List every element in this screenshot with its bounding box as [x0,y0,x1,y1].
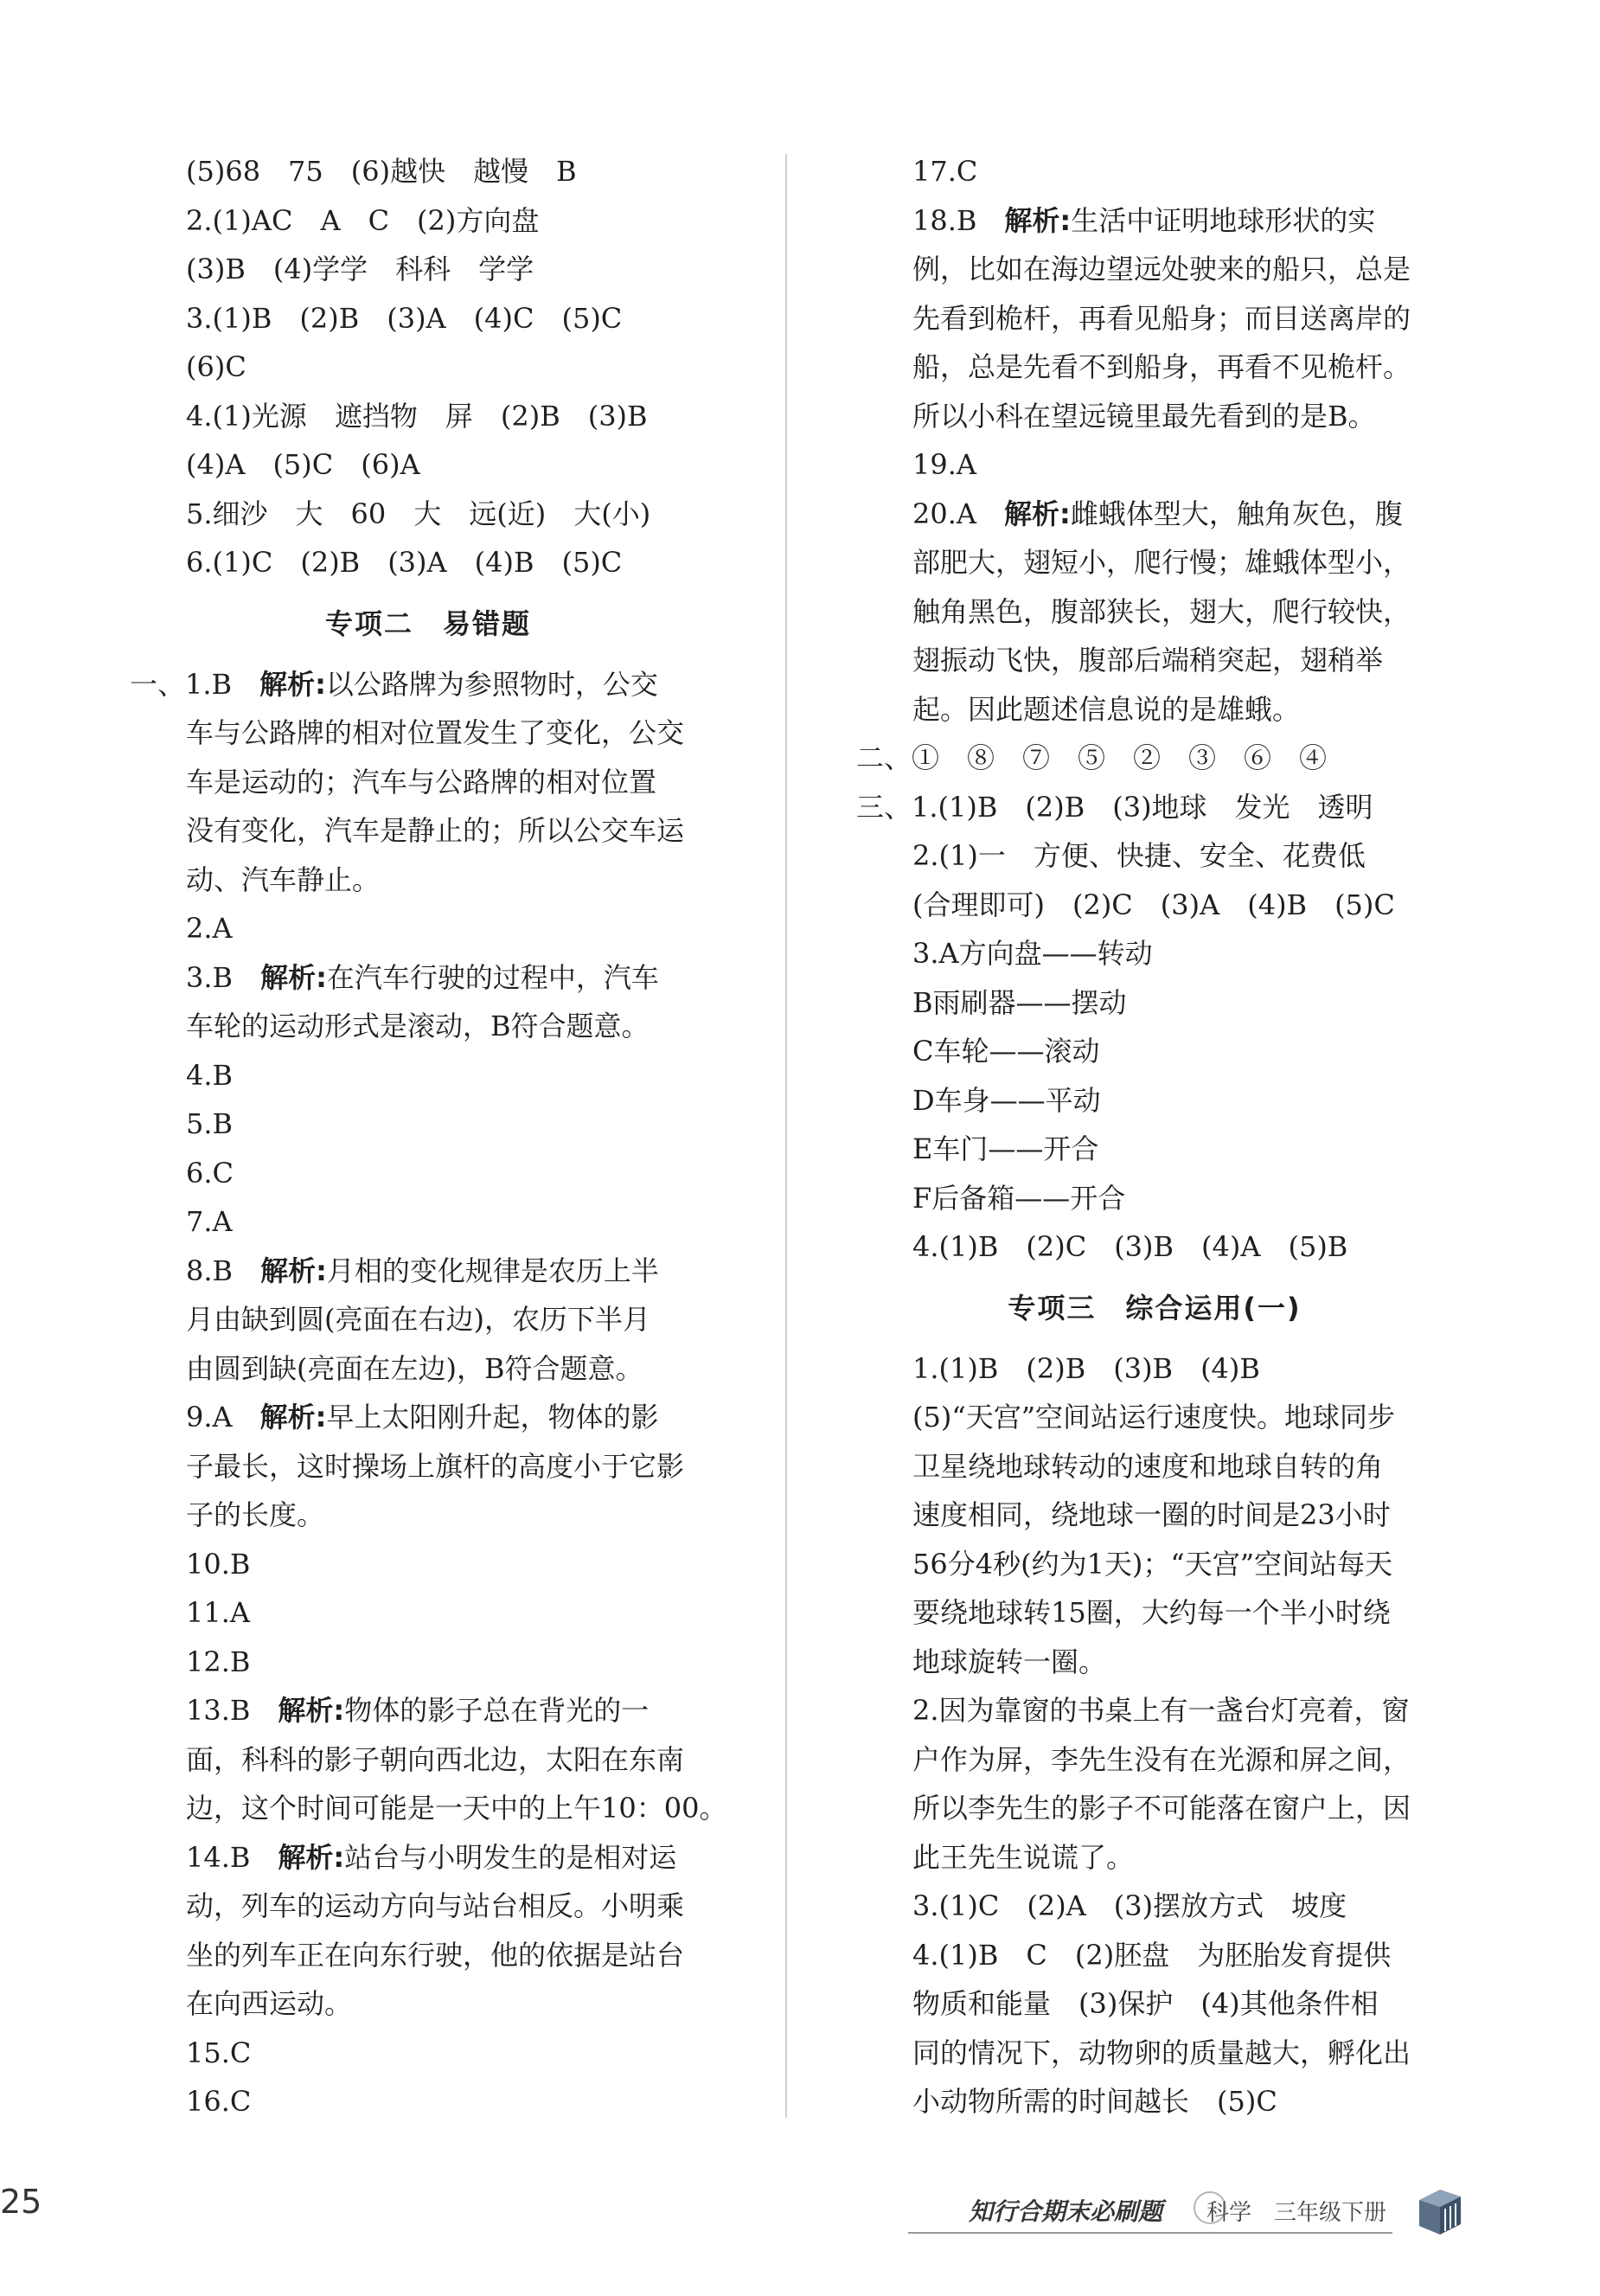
answer-q1 [130,660,726,709]
analysis-label: 解析: [278,1840,345,1874]
right-column [856,147,1453,2126]
answer-q10: 10.B [186,1547,251,1581]
answer-line: 要绕地球转15圈，大约每一个半小时绕 [912,1596,1391,1629]
analysis-text: 早上太阳刚升起，物体的影 [326,1401,659,1433]
footer [908,2184,1496,2245]
answer-q16: 16.C [186,2085,252,2118]
answer-line: (6)C [186,350,246,383]
answer-line: 车与公路牌的相对位置发生了变化，公交 [186,716,685,749]
q-number: 9.A [186,1401,233,1433]
analysis-label: 解析: [260,1254,327,1287]
answer-line: (5)68 75 (6)越快 越慢 B [186,155,577,188]
answer-line: C车轮——滚动 [912,1035,1100,1068]
column-divider [785,154,787,2118]
answer-line: 户作为屏，李先生没有在光源和屏之间， [912,1742,1411,1776]
answer-line: 部肥大，翅短小，爬行慢；雄蛾体型小， [912,546,1411,579]
answer-line: 先看到桅杆，再看见船身；而目送离岸的 [912,301,1411,335]
answer-line: 2.(1)一 方便、快捷、安全、花费低 [912,839,1366,872]
answer-line: 4.(1)B (2)C (3)B (4)A (5)B [912,1230,1348,1263]
answer-line: 动，列车的运动方向与站台相反。小明乘 [186,1889,685,1922]
answer-part3: 三、1.(1)B (2)B (3)地球 发光 透明 [856,790,1373,824]
analysis-label: 解析: [1004,497,1071,530]
answer-line: 3.A方向盘——转动 [912,937,1153,970]
answer-line: 此王先生说谎了。 [912,1840,1135,1874]
answer-line: 面，科科的影子朝向西北边，太阳在东南 [186,1742,685,1776]
answer-line: 5.细沙 大 60 大 远(近) 大(小) [186,497,651,530]
answer-line: 地球旋转一圈。 [912,1645,1107,1678]
answer-q9 [130,1393,726,1442]
analysis-label: 解析: [259,1401,327,1433]
analysis-text: 生活中证明地球形状的实 [1071,203,1376,237]
analysis-label: 解析: [1004,203,1072,237]
answer-line: 3.(1)C (2)A (3)摆放方式 坡度 [912,1889,1347,1922]
q-number: 13.B [186,1694,251,1727]
analysis-text: 雌蛾体型大，触角灰色，腹 [1070,497,1403,530]
answer-line: 56分4秒(约为1天)；“天宫”空间站每天 [912,1547,1393,1581]
answer-line: 子最长，这时操场上旗杆的高度小于它影 [186,1449,685,1483]
answer-line: 4.(1)B C (2)胚盘 为胚胎发育提供 [912,1938,1392,1972]
q-number: 8.B [186,1254,234,1287]
q-number: 18.B [912,203,977,237]
answer-line: (3)B (4)学学 科科 学学 [186,253,534,285]
analysis-text: 站台与小明发生的是相对运 [344,1840,677,1874]
answer-q18 [856,196,1453,246]
page-number: 25 [0,2183,42,2221]
answer-q19: 19.A [912,448,976,481]
answer-q17: 17.C [912,155,978,188]
answer-line: 2.因为靠窗的书桌上有一盏台灯亮着，窗 [912,1694,1410,1727]
answer-line: (合理即可) (2)C (3)A (4)B (5)C [912,888,1395,921]
answer-line: 速度相同，绕地球一圈的时间是23小时 [912,1498,1391,1531]
answer-q12: 12.B [186,1645,251,1678]
answer-line: 动、汽车静止。 [186,863,381,896]
answer-line: 车是运动的；汽车与公路牌的相对位置 [186,765,657,798]
answer-q2: 2.A [186,912,233,945]
analysis-text: 物体的影子总在背光的一 [344,1694,650,1727]
answer-line: 由圆到缺(亮面在左边)，B符合题意。 [186,1351,643,1385]
answer-q3 [130,953,726,1003]
answer-q15: 15.C [186,2036,252,2069]
answer-line: (5)“天宫”空间站运行速度快。地球同步 [912,1401,1396,1433]
footer-grade: 三年级下册 [1274,2200,1387,2226]
answer-line: 在向西运动。 [186,1987,353,2020]
left-column [130,147,726,2126]
q-number: 14.B [186,1840,251,1874]
answer-line: E车门——开合 [912,1132,1099,1165]
answer-line: 起。因此题述信息说的是雄蛾。 [912,692,1301,726]
answer-line: 4.(1)光源 遮挡物 屏 (2)B (3)B [186,399,648,433]
analysis-label: 解析: [278,1694,345,1727]
answer-line: 坐的列车正在向东行驶，他的依据是站台 [186,1938,685,1972]
answer-line: 触角黑色，腹部狭长，翅大，爬行较快， [912,594,1411,628]
footer-rule [908,2232,1392,2234]
answer-q11: 11.A [186,1596,250,1629]
section-title-3: 专项三 综合运用(一) [1008,1291,1302,1324]
footer-info [1206,2195,1386,2227]
answer-line: 翅振动飞快，腹部后端稍突起，翅稍举 [912,644,1384,677]
answer-line: 同的情况下，动物卵的质量越大，孵化出 [912,2036,1411,2069]
q-number: 一、1.B [130,667,233,701]
q-number: 20.A [912,497,976,530]
answer-q14 [130,1833,726,1882]
analysis-label: 解析: [259,667,326,701]
answer-line: 物质和能量 (3)保护 (4)其他条件相 [912,1987,1379,2020]
answer-q20 [856,490,1453,539]
answer-line: 边，这个时间可能是一天中的上午10：00。 [186,1792,727,1825]
answer-line: 3.(1)B (2)B (3)A (4)C (5)C [186,301,623,335]
answer-line: D车身——平动 [912,1083,1101,1117]
q-number: 3.B [186,960,234,994]
answer-line: 卫星绕地球转动的速度和地球自转的角 [912,1449,1384,1483]
answer-line: 例，比如在海边望远处驶来的船只，总是 [912,253,1411,285]
answer-line: F后备箱——开合 [912,1181,1126,1215]
answer-line: 所以李先生的影子不可能落在窗户上，因 [912,1792,1411,1825]
analysis-text: 以公路牌为参照物时，公交 [325,667,658,701]
answer-line: 车轮的运动形式是滚动，B符合题意。 [186,1010,650,1042]
answer-q6: 6.C [186,1156,234,1190]
answer-q4: 4.B [186,1058,234,1092]
answer-line: 子的长度。 [186,1498,325,1531]
analysis-text: 月相的变化规律是农历上半 [326,1254,659,1287]
answer-line: 小动物所需的时间越长 (5)C [912,2085,1277,2118]
answer-q13 [130,1686,726,1735]
answer-part2: 二、① ⑧ ⑦ ⑤ ② ③ ⑥ ④ [856,741,1328,774]
answer-line: 2.(1)AC A C (2)方向盘 [186,203,540,237]
footer-subject: 科学 [1206,2200,1252,2226]
section-title-2: 专项二 易错题 [324,606,531,640]
answer-q7: 7.A [186,1205,233,1238]
analysis-label: 解析: [260,960,327,994]
analysis-text: 在汽车行驶的过程中，汽车 [326,960,659,994]
book-stack-icon [1414,2184,1466,2238]
answer-line: (4)A (5)C (6)A [186,448,420,481]
answer-q8 [130,1247,726,1296]
answer-line: 6.(1)C (2)B (3)A (4)B (5)C [186,546,623,579]
answer-line: B雨刷器——摆动 [912,985,1127,1019]
answer-q5: 5.B [186,1107,234,1140]
answer-line: 月由缺到圆(亮面在右边)，农历下半月 [186,1303,650,1336]
answer-line: 1.(1)B (2)B (3)B (4)B [912,1351,1260,1385]
answer-line: 所以小科在望远镜里最先看到的是B。 [912,399,1376,433]
footer-brand: 知行合期末必刷题 [969,2197,1163,2226]
answer-line: 船，总是先看不到船身，再看不见桅杆。 [912,350,1411,383]
answer-line: 没有变化，汽车是静止的；所以公交车运 [186,814,685,847]
